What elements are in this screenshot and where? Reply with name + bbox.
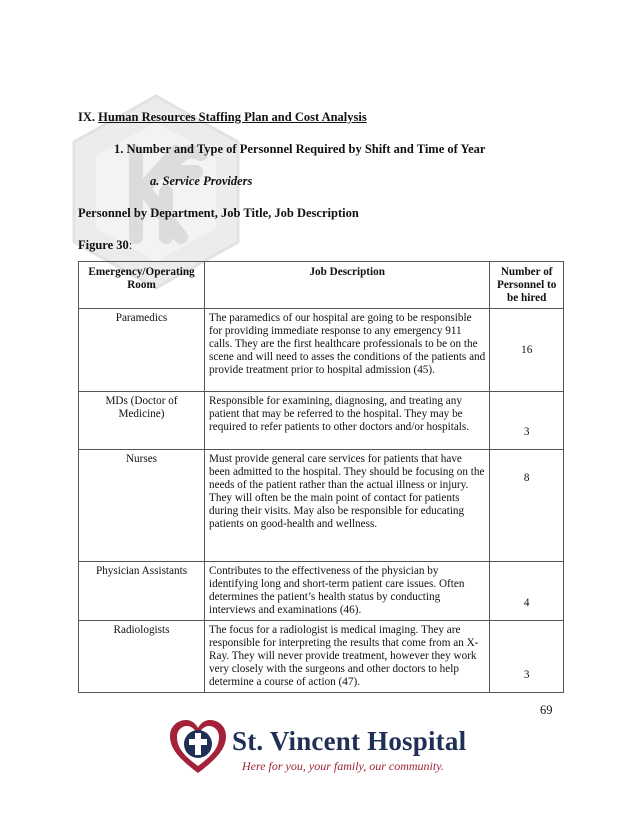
job-description-cell: Must provide general care services for patients that have been admitted to the hospital. They should be focusing on the needs of the patient rather than the actual illness or injury. They will often be the main point of contact for patients during their visits. May also be responsible for educating patients on good-health and wellness.: [205, 450, 490, 562]
table-row: [79, 450, 564, 562]
hospital-logo: [168, 718, 467, 780]
personnel-count-cell: 8: [490, 450, 564, 562]
hospital-name: St. Vincent Hospital: [232, 726, 467, 756]
table-header-row: [79, 262, 564, 309]
header-personnel-count: Number of Personnel to be hired: [490, 262, 564, 309]
personnel-count-cell: 4: [490, 562, 564, 621]
figure-label-text: Figure 30: [78, 238, 129, 252]
page-number: 69: [540, 703, 553, 717]
staffing-table: [78, 261, 564, 693]
section-title: Human Resources Staffing Plan and Cost Analysis: [98, 110, 367, 124]
heart-cross-icon: [168, 718, 228, 778]
job-description-cell: The paramedics of our hospital are going to be responsible for providing immediate response to any emergency 911 calls. They are the first healthcare professionals to be on the scene and will need to asses the conditions of the patients and provide treatment prior to hospital admission (45).: [205, 309, 490, 392]
job-title-cell: Paramedics: [79, 309, 205, 392]
personnel-count-cell: 16: [490, 309, 564, 392]
subheading: 1. Number and Type of Personnel Required by Shift and Time of Year: [114, 142, 486, 156]
job-description-cell: Responsible for examining, diagnosing, and treating any patient that may be referred to the hospital. They may be required to refer patients to other doctors and/or hospitals.: [205, 392, 490, 450]
job-title-cell: MDs (Doctor of Medicine): [79, 392, 205, 450]
personnel-count-cell: 3: [490, 392, 564, 450]
department-line: Personnel by Department, Job Title, Job Description: [78, 206, 359, 220]
table-row: [79, 621, 564, 693]
table-row: [79, 562, 564, 621]
hospital-tagline: Here for you, your family, our community.: [242, 759, 444, 773]
job-description-cell: Contributes to the effectiveness of the physician by identifying long and short-term patient care issues. Often determines the patient’s health status by conducting interviews and examinations (46).: [205, 562, 490, 621]
job-title-cell: Radiologists: [79, 621, 205, 693]
table-row: [79, 309, 564, 392]
job-description-cell: The focus for a radiologist is medical imaging. They are responsible for interpreting the results that come from an X-Ray. They will never provide treatment, however they work very closely with the surgeons and other doctors to help determine a course of action (47).: [205, 621, 490, 693]
section-heading: [78, 110, 367, 125]
job-title-cell: Nurses: [79, 450, 205, 562]
header-job-description: Job Description: [205, 262, 490, 309]
figure-label: [78, 238, 132, 253]
header-department: Emergency/Operating Room: [79, 262, 205, 309]
subsubheading: a. Service Providers: [150, 174, 253, 188]
job-title-cell: Physician Assistants: [79, 562, 205, 621]
figure-label-colon: :: [128, 238, 133, 252]
personnel-count-cell: 3: [490, 621, 564, 693]
section-number: IX.: [78, 110, 96, 124]
table-row: [79, 392, 564, 450]
